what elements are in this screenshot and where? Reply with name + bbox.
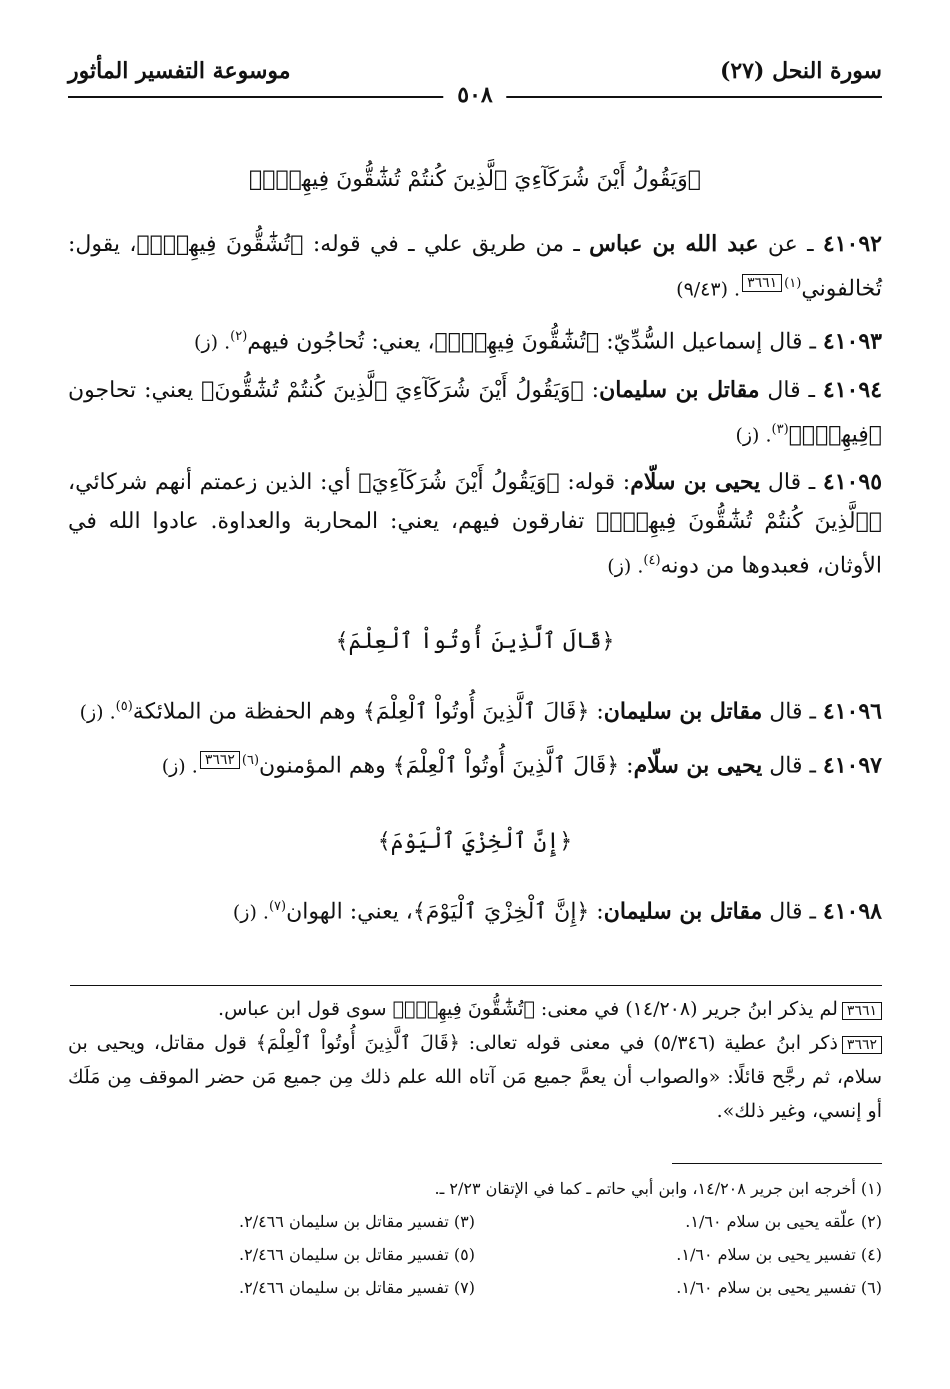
entry-number: ٤١٠٩٢ (822, 231, 882, 257)
entry-prefix: ـ قال (762, 752, 823, 778)
entry-text: : قوله: ﴿وَيَقُولُ أَيْنَ شُرَكَآءِيَ﴾ أي: الذين زعمتم أنهم شركائي، ﴿ٱلَّذِينَ كُنتُمْ تُشَٰٓقُّونَ فِيهِمْۚ﴾ تفارقون فيهم، يعني: المحاربة والعداوة. عادوا الله في الأوثان، فعبدوها من دونه (68, 469, 882, 579)
remark-text: لم يذكر ابنُ جرير (١٤/٢٠٨) في معنى: ﴿تُشَٰٓقُّونَ فِيهِمْۚ﴾ سوى قول ابن عباس. (218, 998, 838, 1020)
footnote-marker[interactable]: (١) (784, 276, 802, 291)
footnote-marker[interactable]: (٤) (643, 552, 661, 568)
narrator-name: يحيى بن سلّام (630, 468, 761, 495)
footnote-1: (١) أخرجه ابن جرير ١٤/٢٠٨، وابن أبي حاتم ـ كما في الإتقان ٢/٢٣ ـ. (434, 1179, 882, 1198)
footnotes-separator (672, 1163, 882, 1164)
footnote-marker[interactable]: (٣) (771, 421, 789, 437)
footnote-3: (٣) تفسير مقاتل بن سليمان ٢/٤٦٦. (239, 1212, 475, 1231)
entry-text: : ﴿قَالَ ٱلَّذِينَ أُوتُواْ ٱلْعِلْمَ﴾ وهم المؤمنون (259, 752, 634, 778)
footnote-row (68, 1205, 882, 1238)
entry-41095 (68, 463, 882, 586)
entry-number: ٤١٠٩٤ (822, 376, 883, 403)
remarks-separator (70, 985, 882, 986)
remark-box-marker[interactable]: ٣٦٦١ (742, 274, 782, 292)
entry-41096 (68, 687, 882, 732)
remark-box-label: ٣٦٦١ (842, 1002, 882, 1020)
remark-3661 (68, 992, 882, 1026)
entry-prefix: ـ قال (762, 329, 823, 355)
entry-number: ٤١٠٩٦ (822, 698, 882, 725)
entry-text: إسماعيل السُّدِّيّ: ﴿تُشَٰٓقُّونَ فِيهِمْۚ﴾، يعني: تُحاجُون فيهم (247, 329, 763, 355)
section-spacer (68, 594, 882, 622)
entry-41092 (68, 225, 882, 309)
narrator-name: مقاتل بن سليمان (603, 898, 763, 925)
entry-prefix: ـ قال (762, 699, 823, 725)
footnote-row (68, 1238, 882, 1271)
narrator-name: مقاتل بن سليمان (599, 376, 760, 403)
entry-41094 (68, 371, 882, 455)
entry-reference: . (ز) (161, 754, 198, 777)
footnote-marker[interactable]: (٢) (230, 329, 248, 345)
narrator-name: يحيى بن سلّام (633, 751, 763, 778)
footnote-marker[interactable]: (٧) (268, 898, 287, 914)
entry-number: ٤١٠٩٣ (822, 328, 882, 355)
footnote-6: (٦) تفسير يحيى بن سلام ١/٦٠. (676, 1278, 882, 1297)
entry-prefix: ـ قال (762, 899, 823, 925)
verse-heading: ﴿قَالَ ٱلَّذِينَ أُوتُواْ ٱلْعِلْمَ﴾ (335, 629, 615, 655)
entry-text: : ﴿إِنَّ ٱلْخِزْيَ ٱلْيَوْمَ﴾، يعني: الهوان (286, 899, 604, 925)
verse-heading: ﴿إِنَّ ٱلْخِزْيَ ٱلْيَوْمَ﴾ (377, 828, 573, 854)
verse-heading: ﴿وَيَقُولُ أَيْنَ شُرَكَآءِيَ ٱلَّذِينَ كُنتُمْ تُشَٰٓقُّونَ فِيهِمْۚ﴾ (249, 167, 701, 192)
entry-number: ٤١٠٩٧ (822, 751, 882, 778)
remark-text: ذكر ابنُ عطية (٥/٣٤٦) في معنى قوله تعالى: ﴿قَالَ ٱلَّذِينَ أُوتُواْ ٱلْعِلْمَ﴾ قول مقاتل، ويحيى بن سلام، ثم رجَّح قائلًا: «والصواب أن يعمَّ جميع مَن آتاه الله علم ذلك مِن جميع مَن حضر الموقف مِن مَلَك أو إنسي، وغير ذلك». (68, 1032, 882, 1122)
entry-number: ٤١٠٩٥ (822, 468, 883, 495)
page-number: ٥٠٨ (443, 82, 506, 108)
entry-prefix: ـ عن (758, 232, 823, 257)
entry-number: ٤١٠٩٨ (822, 898, 882, 925)
section-spacer (68, 794, 882, 822)
entry-41093 (68, 317, 882, 362)
entry-reference: . (ز) (232, 901, 269, 924)
remark-3662 (68, 1026, 882, 1128)
footnote-4: (٤) تفسير يحيى بن سلام ١/٦٠. (676, 1245, 882, 1264)
entry-prefix: ـ قال (759, 377, 823, 403)
editor-remarks (68, 992, 882, 1128)
entry-prefix: ـ قال (760, 469, 823, 495)
footnote-marker[interactable]: (٦) (241, 752, 260, 768)
narrator-name: مقاتل بن سليمان (603, 698, 763, 725)
footnote-5: (٥) تفسير مقاتل بن سليمان ٢/٤٦٦. (239, 1245, 475, 1264)
book-title: موسوعة التفسير المأثور (68, 58, 291, 84)
entry-text: : ﴿قَالَ ٱلَّذِينَ أُوتُواْ ٱلْعِلْمَ﴾ وهم الحفظة من الملائكة (132, 699, 604, 725)
narrator-name: عبد الله بن عباس (589, 231, 759, 257)
footnote-7: (٧) تفسير مقاتل بن سليمان ٢/٤٦٦. (239, 1278, 475, 1297)
entry-41098 (68, 887, 882, 932)
footnote-marker[interactable]: (٥) (115, 699, 133, 715)
entry-41097 (68, 741, 882, 786)
entry-reference: . (ز) (194, 331, 231, 354)
entry-reference: . (ز) (735, 423, 772, 446)
page-header (68, 52, 882, 110)
footnote-2: (٢) علّقه يحيى بن سلام ١/٦٠. (685, 1212, 882, 1231)
entry-reference: . (٩/٤٣) (676, 278, 741, 301)
entry-text: : ﴿وَيَقُولُ أَيْنَ شُرَكَآءِيَ ٱلَّذِينَ كُنتُمْ تُشَٰٓقُّونَ﴾ يعني: تحاجون ﴿فِيهِمْۚ﴾ (68, 377, 882, 447)
remark-box-label: ٣٦٦٢ (842, 1036, 882, 1054)
remark-box-marker[interactable]: ٣٦٦٢ (200, 751, 240, 769)
main-text (68, 160, 882, 940)
entry-text: ـ من طريق علي ـ في قوله: ﴿تُشَٰٓقُّونَ فِيهِمْۚ﴾، يقول: تُخالفوني (68, 232, 882, 302)
surah-title: سورة النحل (٢٧) (719, 58, 882, 84)
entry-reference: . (ز) (607, 555, 644, 578)
entry-reference: . (ز) (79, 701, 116, 724)
footnote-row (68, 1271, 882, 1304)
footnotes (68, 1172, 882, 1304)
